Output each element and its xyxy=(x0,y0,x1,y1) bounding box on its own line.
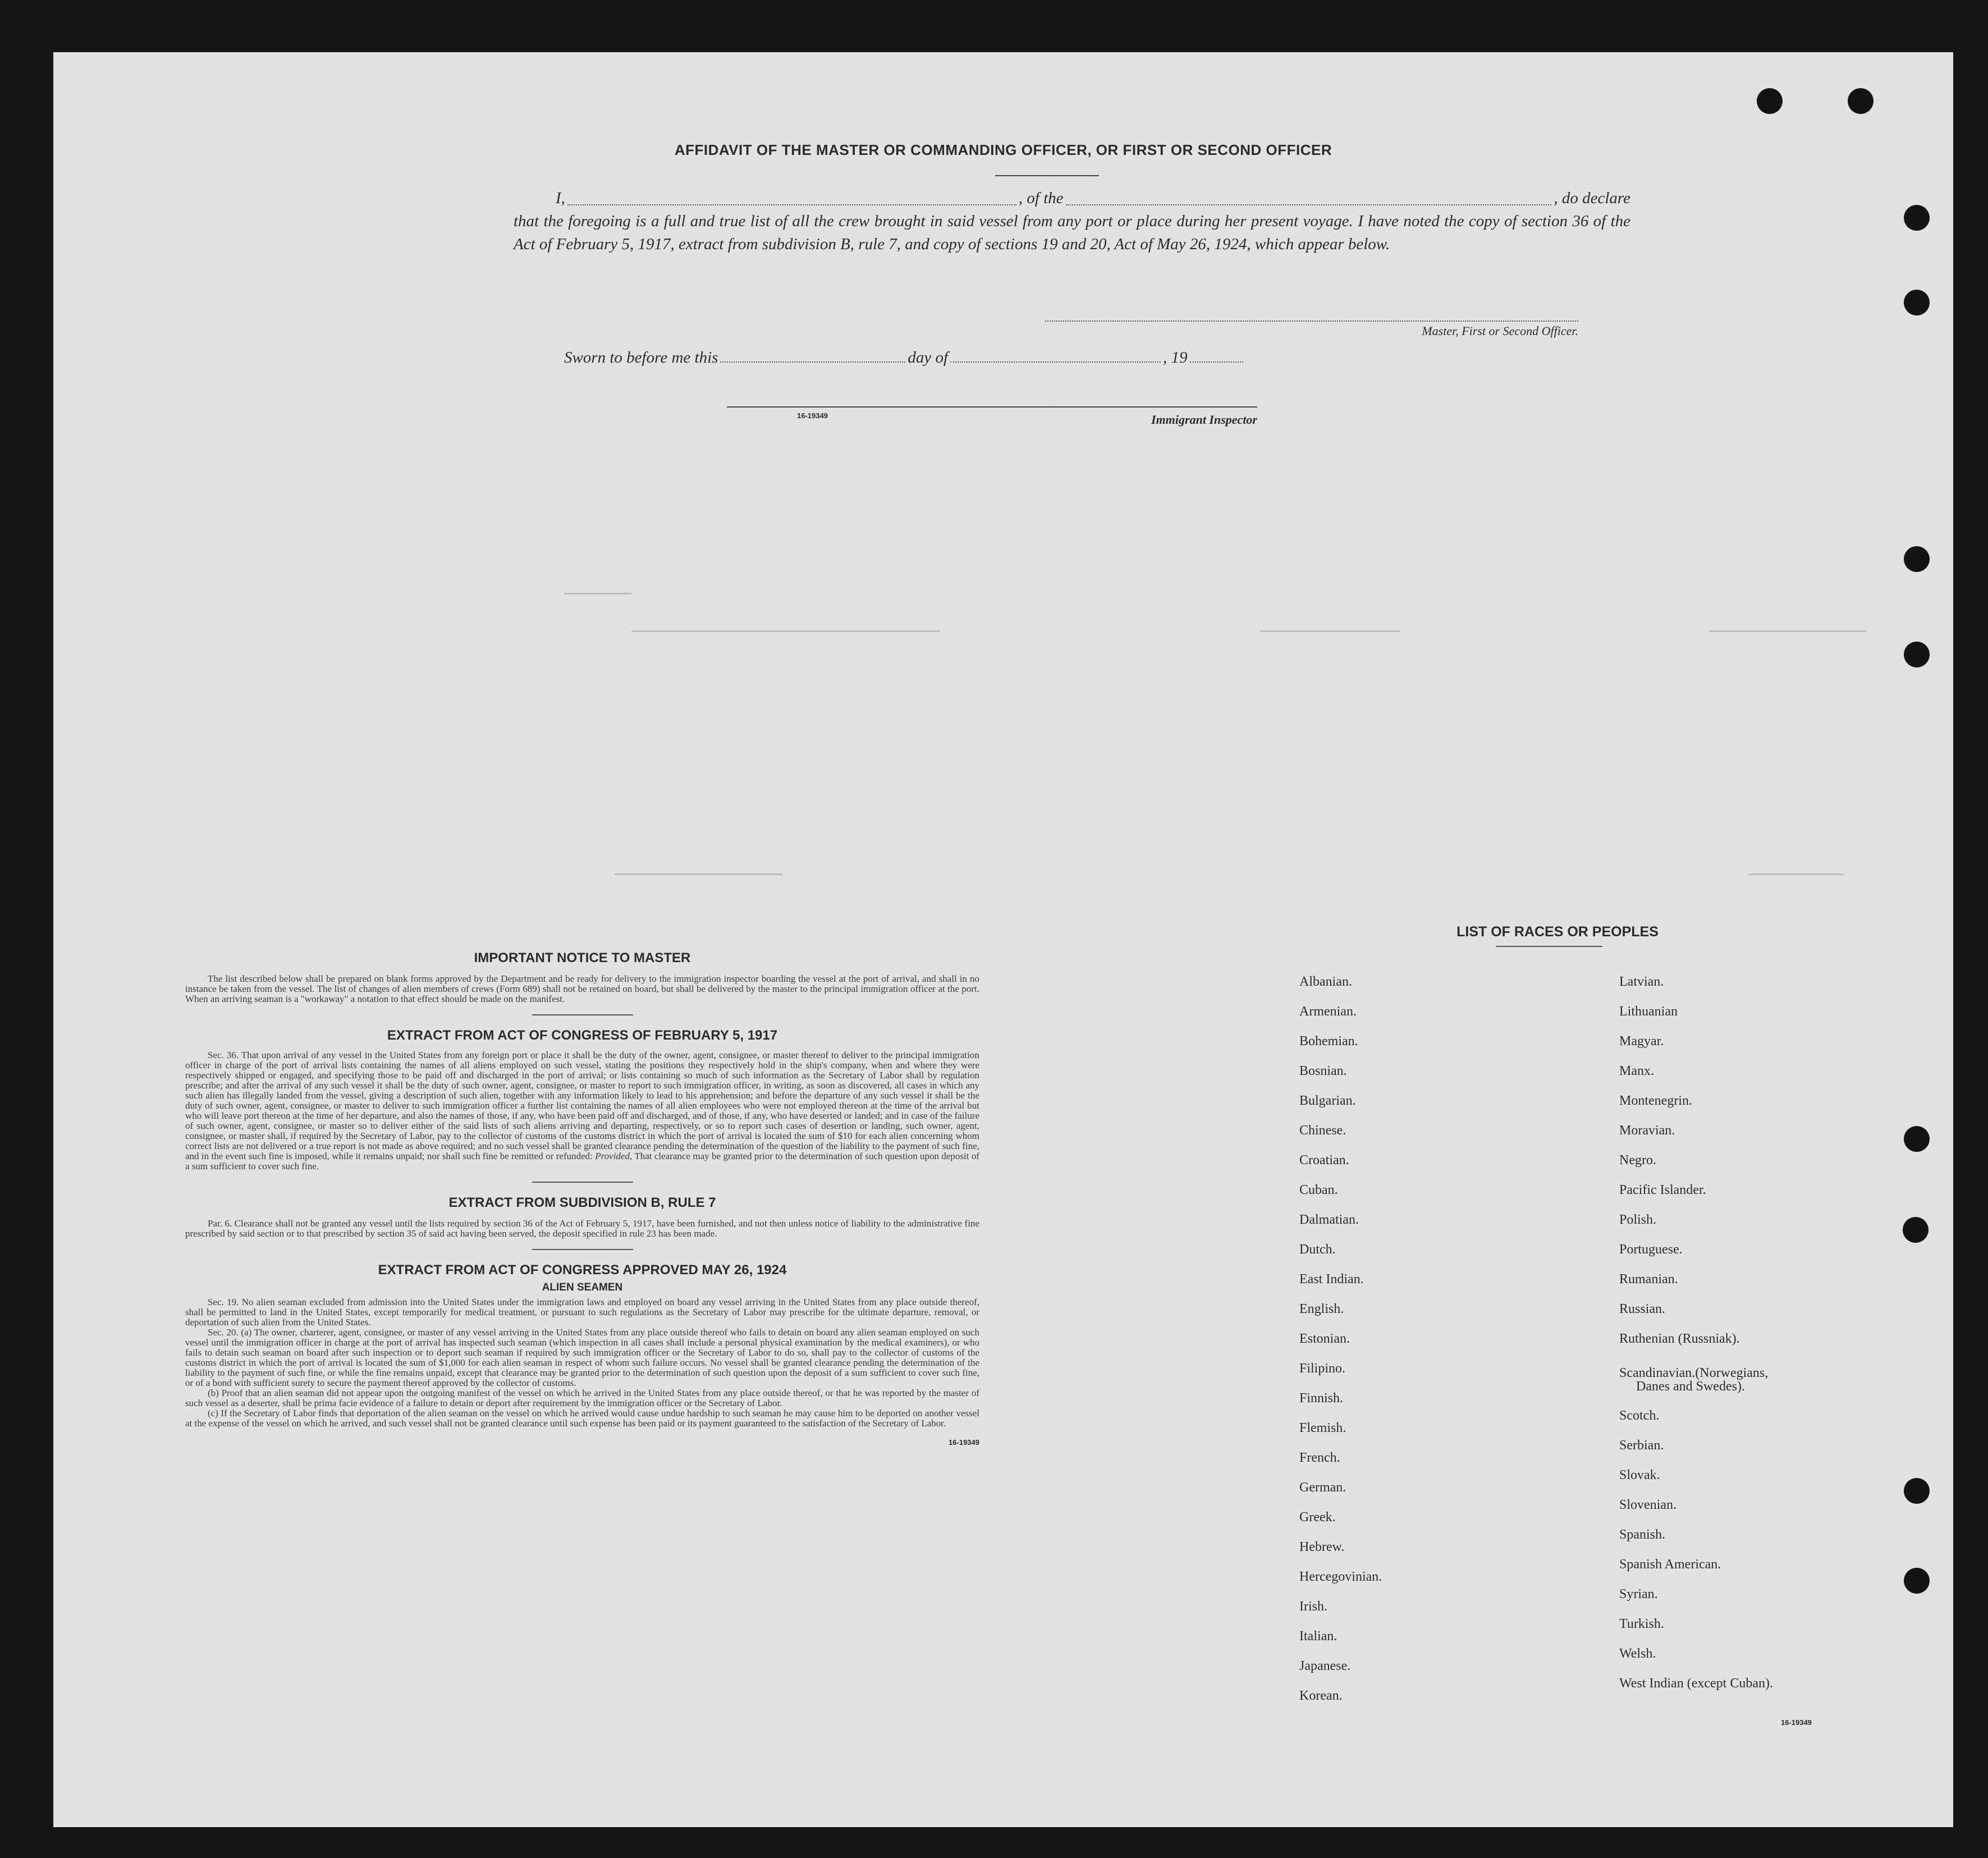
punch-hole xyxy=(1904,1126,1930,1152)
notice-column xyxy=(185,950,979,1448)
sworn-label: Sworn to before me this xyxy=(564,349,718,367)
year-label: , 19 xyxy=(1163,349,1188,367)
punch-hole xyxy=(1904,290,1930,315)
extract-1917-main: Sec. 36. That upon arrival of any vessel in the United States from any foreign port or place it shall be the duty of the owner, agent, consignee, or master thereof to deliver to the principal immigration officer in charge of the port of arrival lists containing the names of all aliens employed on such vessel, stating the positions they respectively hold in the ship's company, when and where they were respectively shipped or engaged, and specifying those to be paid off and discharged in the port of arrival; or lists containing so much of such information as the Secretary of Labor shall by regulation prescribe; and after the arrival of any such vessel it shall be the duty of such owner, agent, consignee, or master to report to such immigration officer, in writing, as soon as discovered, all cases in which any such alien has illegally landed from the vessel, giving a description of such alien, together with any information likely to lead to his apprehension; and before the departure of any such vessel it shall be the duty of such owner, agent, consignee, or master to deliver to such immigration officer a further list containing the names of all alien employees who were not employed thereon at the time of the arrival but who will leave port thereon at the time of her departure, and also the names of those, if any, who have been paid off and discharged, and of those, if any, who have deserted or landed; and in case of the failure of such owner, agent, consignee, or master so to deliver either of the said lists of such aliens arriving and departing, respectively, or so to report such cases of desertion or landing, such owner, agent, consignee, or master shall, if required by the Secretary of Labor, pay to the collector of customs of the customs district in which the port of arrival is located the sum of $10 for each alien concerning whom correct lists are not delivered or a true report is not made as above required; and no such vessel shall be granted clearance pending the determination of the question of the liability to the payment of such fine, and in the event such fine is imposed, while it remains unpaid; nor shall such fine be remitted or refunded: xyxy=(185,1050,979,1161)
i-label: I, xyxy=(556,189,565,207)
race-item: Portuguese. xyxy=(1619,1242,1683,1257)
punch-hole xyxy=(1903,1217,1929,1243)
race-item: Bulgarian. xyxy=(1299,1093,1356,1108)
race-item: English. xyxy=(1299,1302,1344,1316)
race-item: Rumanian. xyxy=(1619,1272,1678,1287)
races-left-column xyxy=(1299,967,1382,1711)
race-item: Korean. xyxy=(1299,1688,1343,1703)
sec-20b-text: (b) Proof that an alien seaman did not appear upon the outgoing manifest of the vessel on which he arrived in the United States from any place outside thereof, or that he was reported by the master of such vessel as a deserter, shall be prima facie evidence of a failure to detain or deport after requirement by the immigration officer or the Secretary of Labor. xyxy=(185,1388,979,1408)
race-item: French. xyxy=(1299,1450,1340,1465)
day-of-label: day of xyxy=(908,349,949,367)
section-divider xyxy=(532,1182,633,1183)
extract-1917-heading: EXTRACT FROM ACT OF CONGRESS OF FEBRUARY 5, 1917 xyxy=(387,1028,778,1043)
section-divider xyxy=(532,1249,633,1250)
notice-heading: IMPORTANT NOTICE TO MASTER xyxy=(474,950,691,965)
sworn-year-field[interactable] xyxy=(1190,361,1243,363)
affidavit-declaration-line xyxy=(514,187,1630,210)
race-item: Scandinavian.(Norwegians, xyxy=(1619,1366,1769,1380)
form-number-row xyxy=(185,1438,979,1448)
race-item: Negro. xyxy=(1619,1153,1656,1168)
race-item: East Indian. xyxy=(1299,1272,1364,1287)
vessel-field[interactable] xyxy=(1066,204,1552,205)
signature-label: Master, First or Second Officer. xyxy=(1422,324,1578,338)
race-item: Turkish. xyxy=(1619,1617,1664,1631)
race-item: Danes and Swedes). xyxy=(1636,1379,1745,1394)
race-item: Latvian. xyxy=(1619,974,1664,989)
races-title-rule xyxy=(1496,946,1602,947)
scan-smudge xyxy=(1748,873,1844,875)
provided-label: Provided, xyxy=(595,1151,633,1161)
sworn-day-field[interactable] xyxy=(720,361,905,363)
name-field[interactable] xyxy=(567,204,1016,205)
scan-smudge xyxy=(1260,630,1400,632)
sworn-line xyxy=(564,349,1322,367)
punch-hole xyxy=(1904,205,1930,231)
race-item: Dutch. xyxy=(1299,1242,1336,1257)
race-item: Pacific Islander. xyxy=(1619,1183,1706,1197)
scan-smudge xyxy=(615,873,783,875)
race-item: Irish. xyxy=(1299,1599,1327,1614)
race-item: Ruthenian (Russniak). xyxy=(1619,1331,1740,1346)
extract-1924-heading: EXTRACT FROM ACT OF CONGRESS APPROVED MAY 26, 1924 xyxy=(378,1262,787,1278)
do-declare-label: , do declare xyxy=(1554,189,1630,207)
race-item: Moravian. xyxy=(1619,1123,1675,1138)
race-item: Filipino. xyxy=(1299,1361,1346,1376)
subdivision-b-heading: EXTRACT FROM SUBDIVISION B, RULE 7 xyxy=(448,1195,716,1210)
inspector-label: Immigrant Inspector xyxy=(1151,413,1257,427)
scan-smudge xyxy=(631,630,940,632)
races-right-column xyxy=(1619,967,1773,1699)
race-item: Lithuanian xyxy=(1619,1004,1678,1019)
punch-hole xyxy=(1848,88,1874,114)
race-item: Montenegrin. xyxy=(1619,1093,1692,1108)
scan-smudge xyxy=(564,593,631,594)
notice-text: The list described below shall be prepared on blank forms approved by the Department and be ready for delivery to the immigration inspector boarding the vessel at the port of arrival, and shall in no instance be taken from the vessel. The list of changes of alien members of crews (Form 689) shall not be retained on board, but shall be delivered by the master to the principal immigration officer at the port. When an arriving seaman is a "workaway" a notation to that effect should be made on the manifest. xyxy=(185,973,979,1004)
extract-1917-tail: That clearance may be granted prior to the determination of such question upon deposit of a sum sufficient to cover such fine. xyxy=(185,1151,979,1171)
race-item: Albanian. xyxy=(1299,974,1352,989)
affidavit-title: AFFIDAVIT OF THE MASTER OR COMMANDING OFFICER, OR FIRST OR SECOND OFFICER xyxy=(674,141,1332,158)
affidavit-body xyxy=(514,187,1630,256)
inspector-signature-field[interactable] xyxy=(727,406,1257,408)
form-number: 16-19349 xyxy=(797,411,828,420)
punch-hole xyxy=(1904,546,1930,572)
sec-20c-text: (c) If the Secretary of Labor finds that deportation of the alien seaman on the vessel on which he arrived would cause undue hardship to such seaman he may cause him to be deported on another vessel at the expense of the vessel on which he arrived, and such vessel shall not be granted clearance until such expense has been paid or its payment guaranteed to the satisfaction of the Secretary of Labor. xyxy=(185,1408,979,1429)
extract-1917-text xyxy=(185,1050,979,1171)
race-item: Slovenian. xyxy=(1619,1498,1676,1512)
races-title: LIST OF RACES OR PEOPLES xyxy=(1456,924,1659,940)
subdivision-b-text: Par. 6. Clearance shall not be granted any vessel until the lists required by section 36 of the Act of February 5, 1917, have been furnished, and not then unless notice of liability to the administrative fine prescribed by said section or to that prescribed by section 35 of said act having been served, the deposit specified in rule 23 has been made. xyxy=(185,1218,979,1239)
race-item: Spanish American. xyxy=(1619,1557,1721,1572)
race-item: Russian. xyxy=(1619,1302,1666,1316)
section-divider xyxy=(532,1014,633,1015)
race-item: Slovak. xyxy=(1619,1468,1660,1482)
race-item: Armenian. xyxy=(1299,1004,1357,1019)
race-item: Greek. xyxy=(1299,1510,1336,1525)
race-item: Syrian. xyxy=(1619,1587,1658,1601)
race-item: Croatian. xyxy=(1299,1153,1349,1168)
form-number: 16-19349 xyxy=(1781,1718,1812,1727)
race-item: Bosnian. xyxy=(1299,1064,1347,1078)
race-item: German. xyxy=(1299,1480,1346,1495)
sec-19-text: Sec. 19. No alien seaman excluded from admission into the United States under the immigration laws and employed on board any vessel arriving in the United States from any place outside thereof, shall be permitted to land in the United States, except temporarily for medical treatment, or pursuant to such regulations as the Secretary of Labor may prescribe for the ultimate departure, removal, or deportation of such alien from the United States. xyxy=(185,1297,979,1328)
race-item: Dalmatian. xyxy=(1299,1212,1359,1227)
race-item: Cuban. xyxy=(1299,1183,1338,1197)
affidavit-statement: that the foregoing is a full and true list of all the crew brought in said vessel from any port or place during her present voyage. I have noted the copy of section 36 of the Act of February 5, 1917, extract from subdivision B, rule 7, and copy of sections 19 and 20, Act of May 26, 1924, which appear below. xyxy=(514,212,1630,253)
race-item: West Indian (except Cuban). xyxy=(1619,1676,1773,1691)
sec-20a-text: Sec. 20. (a) The owner, charterer, agent, consignee, or master of any vessel arriving in the United States from any place outside thereof who fails to detain on board any alien seaman employed on such vessel until the immigration officer in charge at the port of arrival has inspected such seaman (which inspection in all cases shall include a personal physical examination by the medical examiners), or who fails to detain such seaman on board after such inspection or to deport such seaman if required by such immigration officer or the Secretary of Labor to do so, shall pay to the collector of customs of the customs district in which the port of arrival is located the sum of $1,000 for each alien seaman in respect of whom such failure occurs. No vessel shall be granted clearance pending the determination of the liability to the payment of such fine, or while the fine remains unpaid, except that clearance may be granted prior to the determination of such question upon the deposit of a sum sufficient to cover such fine, or of a bond with sufficient surety to secure the payment thereof approved by the collector of customs. xyxy=(185,1327,979,1388)
race-item: Serbian. xyxy=(1619,1438,1664,1453)
of-the-label: , of the xyxy=(1018,189,1064,207)
alien-seamen-subheading: ALIEN SEAMEN xyxy=(542,1282,623,1293)
race-item: Chinese. xyxy=(1299,1123,1346,1138)
signature-field[interactable] xyxy=(1045,321,1578,322)
race-item: Hebrew. xyxy=(1299,1540,1345,1554)
race-item: Finnish. xyxy=(1299,1391,1344,1406)
center-fold xyxy=(1052,52,1054,1827)
race-item: Polish. xyxy=(1619,1212,1657,1227)
scan-smudge xyxy=(1709,630,1866,632)
race-item: Magyar. xyxy=(1619,1034,1664,1049)
title-rule xyxy=(995,175,1099,176)
punch-hole xyxy=(1757,88,1783,114)
punch-hole xyxy=(1904,642,1930,667)
punch-hole xyxy=(1904,1478,1930,1504)
race-item: Italian. xyxy=(1299,1629,1337,1644)
sworn-month-field[interactable] xyxy=(950,361,1161,363)
race-item: Bohemian. xyxy=(1299,1034,1358,1049)
race-item: Spanish. xyxy=(1619,1527,1666,1542)
race-item: Scotch. xyxy=(1619,1408,1660,1423)
punch-hole xyxy=(1904,1568,1930,1594)
race-item: Welsh. xyxy=(1619,1646,1656,1661)
race-item: Flemish. xyxy=(1299,1421,1346,1435)
document-sheet xyxy=(53,52,1953,1827)
form-number: 16-19349 xyxy=(949,1438,979,1447)
race-item: Japanese. xyxy=(1299,1659,1351,1673)
race-item: Manx. xyxy=(1619,1064,1654,1078)
race-item: Hercegovinian. xyxy=(1299,1569,1382,1584)
race-item: Estonian. xyxy=(1299,1331,1350,1346)
